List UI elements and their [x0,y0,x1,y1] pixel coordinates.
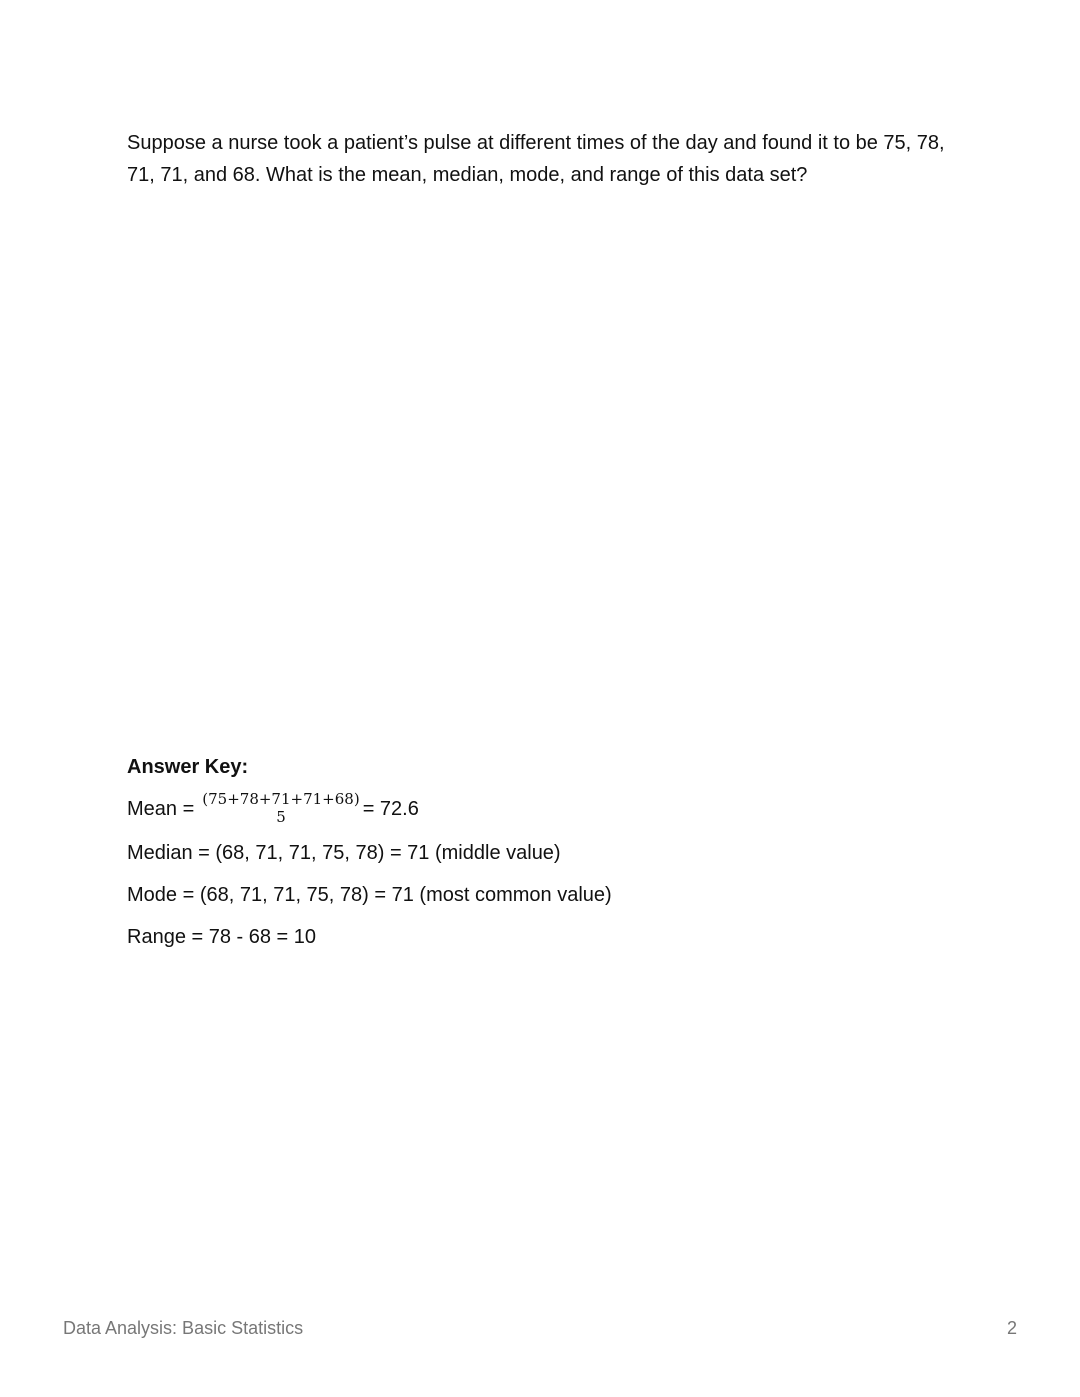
mean-fraction [202,790,359,826]
question-text: Suppose a nurse took a patient’s pulse at different times of the day and found it to be 75, 78, 71, 71, and 68. What is the mean, median, mode, and range of this data set? [127,132,945,186]
mean-label: Mean = [127,797,195,820]
answer-key-heading: Answer Key: [127,756,249,778]
footer-title: Data Analysis: Basic Statistics [63,1318,304,1338]
mode-line: Mode = (68, 71, 71, 75, 78) = 71 (most common value) [127,884,612,906]
median-line: Median = (68, 71, 71, 75, 78) = 71 (middle value) [127,842,561,864]
range-line: Range = 78 - 68 = 10 [127,926,317,948]
footer-page-number: 2 [1006,1318,1017,1338]
mean-line [127,786,927,832]
mean-fraction-denominator: 5 [276,808,286,826]
answer-key-section [127,752,927,958]
mean-result: = 72.6 [362,797,419,820]
mean-fraction-numerator: (75+78+71+71+68) [202,790,360,808]
